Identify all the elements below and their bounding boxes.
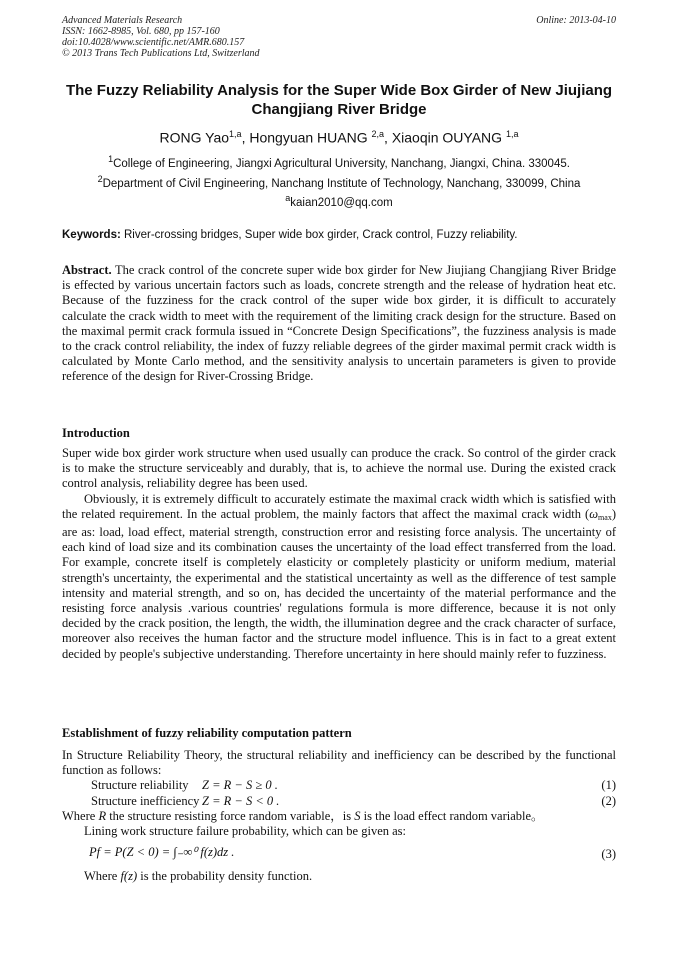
eq2-number: (2)	[601, 793, 616, 808]
intro-p2-text-a: Obviously, it is extremely difficult to accurately estimate the maximal crack width which is satisfied with the related requirement. In the actual problem, the mainly factors that affect the maximal crack width (	[62, 491, 616, 521]
eq1-expr: Z = R − S ≥ 0 .	[202, 778, 278, 793]
where1-c: is the load effect random variable。	[363, 808, 544, 823]
copyright: © 2013 Trans Tech Publications Ltd, Switzerland	[62, 48, 260, 59]
intro-paragraph-1: Super wide box girder work structure when used usually can produce the crack. So control of the girder crack is to make the structure serviceably and durably, that is, to achieve the normal use. During the existed crack control analysis, reliability degree has been used.	[62, 446, 616, 491]
journal-header	[62, 15, 616, 59]
eq2-label: Structure inefficiency	[91, 793, 200, 808]
intro-paragraph-2	[62, 492, 616, 662]
affiliation-1	[62, 152, 616, 171]
online-date: Online: 2013-04-10	[536, 15, 616, 26]
equation-2	[62, 794, 616, 809]
journal-name: Advanced Materials Research	[62, 15, 183, 26]
where2-b: is the probability density function.	[140, 869, 313, 884]
author-list: RONG Yao$^{1,a}$, Hongyuan HUANG $^{2,a}$, Xiaoqin OUYANG $^{1,a}$	[159, 129, 519, 146]
affiliation-sup: 2	[97, 174, 103, 184]
omega-symbol: ω	[589, 506, 599, 521]
eq2-expr: Z = R − S < 0 .	[202, 793, 280, 808]
eq1-number: (1)	[601, 778, 616, 793]
issn: ISSN: 1662-8985, Vol. 680, pp 157-160	[62, 26, 220, 37]
email-sup: a	[285, 193, 291, 203]
equation-1	[62, 778, 616, 793]
abstract-label: Abstract.	[62, 263, 112, 277]
author-sup: 2,a	[371, 129, 385, 139]
where1-s: S	[354, 808, 361, 823]
est-paragraph-2: Lining work structure failure probability, which can be given as:	[84, 823, 407, 838]
where1-r: R	[98, 808, 107, 823]
section-heading-introduction: Introduction	[62, 426, 130, 440]
establishment-body	[62, 748, 616, 884]
where-paragraph-2	[62, 869, 616, 884]
affiliation-2	[62, 172, 616, 191]
affiliation-sup: 1	[108, 154, 114, 164]
abstract	[62, 263, 616, 385]
eq1-label: Structure reliability	[91, 778, 189, 793]
keywords-text: River-crossing bridges, Super wide box girder, Crack control, Fuzzy reliability.	[124, 229, 518, 241]
contact-email	[62, 191, 616, 210]
where2-a: Where	[84, 869, 118, 884]
eq3-number: (3)	[601, 847, 616, 862]
where2-f: f(z)	[120, 869, 138, 884]
author-sup: 1,a	[229, 129, 242, 139]
est-paragraph-1: In Structure Reliability Theory, the structural reliability and inefficiency can be described by the functional function as follows:	[62, 748, 616, 778]
where1-a: Where	[62, 808, 96, 823]
eq3-expr: Pf = P(Z < 0) = ∫₋∞⁰ f(z)dz .	[89, 845, 235, 860]
author-name: Hongyuan HUANG	[249, 129, 368, 146]
author-sup: 1,a	[505, 129, 519, 139]
affiliation-text: College of Engineering, Jiangxi Agricultural University, Nanchang, Jiangxi, China. 330045.	[113, 157, 570, 170]
paper-title: The Fuzzy Reliability Analysis for the Super Wide Box Girder of New Jiujiang Changjiang River Bridge	[65, 82, 613, 118]
doi: doi:10.4028/www.scientific.net/AMR.680.157	[62, 37, 245, 48]
introduction-body	[62, 446, 616, 662]
author-name: Xiaoqin OUYANG	[391, 129, 503, 146]
where1-b: the structure resisting force random variable，is	[109, 808, 352, 823]
intro-p2-text-b: ) are as: load, load effect, material strength, construction error and resisting force analysis. The uncertainty of each kind of load size and its combination causes the uncertainty of the load effect transferred from the load. For example, concrete itself is completely elasticity or completely plasticity or uniform medium, material strength's uncertainty, the experimental and the statistical uncertainty as well as the difference of test sample intensity and material strength, and so on, has decided the uncertainty of the material performance and the resisting force analysis .various countries' regulations formula is more difference, because it is not only decided by the crack position, the length, the width, the illumination degree and the crack character of surface, moreover also receives the human factor and the structure model influence. This is in fact to a great extent decided by people's subjective understanding. Therefore uncertainty in here should mainly refer to fuzziness.	[62, 506, 616, 661]
abstract-text: The crack control of the concrete super wide box girder for New Jiujiang Changjiang River Bridge is effected by various uncertain factors such as loads, concrete strength and the release of hydration heat etc. Because of the fuzziness for the crack control of the super wide box girder, it is difficult to accurately calculate the crack width to meet with the requirement of the limiting crack design for the structure. Based on the maximal permit crack formula issued in “Concrete Design Specifications”, the fuzziness analysis is made to the crack control reliability, the index of fuzzy reliable degrees of the girder maximal permit crack width is calculated by Monte Carlo method, and the sensitivity analysis to uncertain parameters is given to provide reference of the design for River-Crossing Bridge.	[62, 263, 616, 384]
keywords	[62, 228, 616, 242]
where-paragraph-1	[62, 809, 616, 824]
keywords-label: Keywords:	[62, 229, 121, 241]
author-name: RONG Yao	[159, 129, 230, 146]
equation-3	[62, 839, 616, 869]
section-heading-establishment: Establishment of fuzzy reliability computation pattern	[62, 726, 352, 740]
affiliation-text: Department of Civil Engineering, Nanchang Institute of Technology, Nanchang, 330099, China	[102, 177, 581, 190]
email-text: kaian2010@qq.com	[290, 196, 393, 209]
omega-subscript: max	[598, 512, 612, 522]
